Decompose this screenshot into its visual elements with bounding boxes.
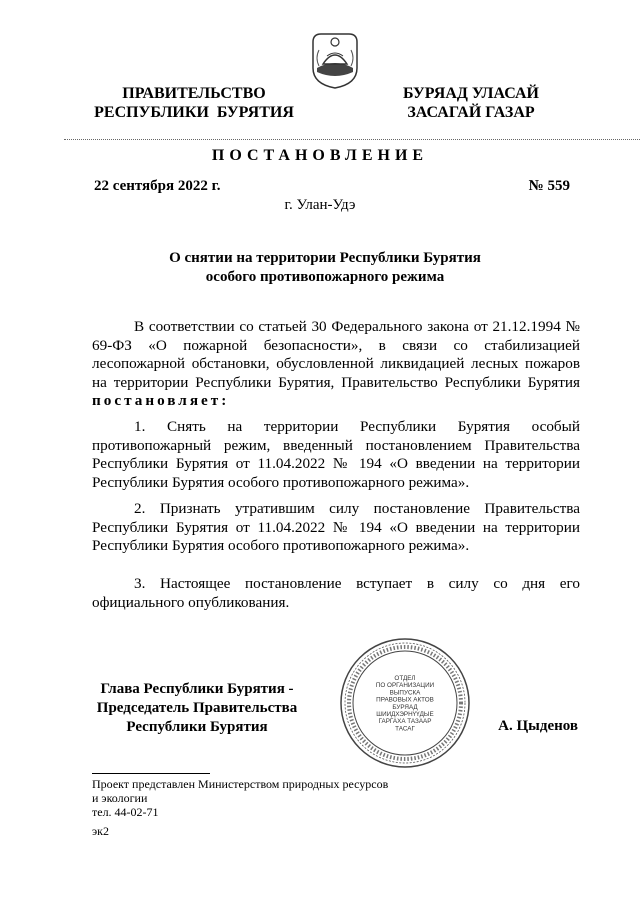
government-name-line1: ПРАВИТЕЛЬСТВО bbox=[122, 85, 266, 102]
preamble-text: В соответствии со статьей 30 Федерального закона от 21.12.1994 № 69-ФЗ «О пожарной безопасности», в связи со стабилизацией лесопожарной обстановки, обусловленной ликвидацией лесных пожаров на территории Республики Бурятия, Правительство Республики Бурятия bbox=[92, 318, 580, 391]
government-name-russian bbox=[84, 84, 304, 122]
subject-line1: О снятии на территории Республики Бурятия bbox=[169, 250, 481, 266]
government-name-buryat-line1: БУРЯАД УЛАСАЙ bbox=[403, 85, 539, 102]
signatory-name: А. Цыденов bbox=[498, 718, 578, 734]
stamp-text-line: ВЫПУСКА bbox=[389, 689, 421, 697]
preamble-paragraph bbox=[92, 318, 580, 411]
subject-line2: особого противопожарного режима bbox=[205, 269, 445, 285]
header-separator bbox=[64, 139, 640, 140]
resolves-word: постановляет: bbox=[92, 392, 230, 410]
footnote-separator bbox=[92, 773, 210, 774]
document-number: № 559 bbox=[528, 178, 570, 194]
footnote bbox=[92, 777, 452, 819]
official-stamp-seal bbox=[338, 636, 472, 770]
signatory-title-line2: Председатель Правительства bbox=[96, 700, 298, 716]
stamp-text-line: ПО ОРГАНИЗАЦИИ bbox=[375, 682, 435, 690]
document-city: г. Улан-Удэ bbox=[284, 197, 356, 213]
coat-of-arms-emblem-icon bbox=[305, 28, 365, 90]
stamp-text-line: БУРЯАД bbox=[392, 703, 418, 711]
footnote-line1: Проект представлен Министерством природных ресурсов bbox=[92, 777, 389, 791]
clause-3-paragraph: 3. Настоящее постановление вступает в силу со дня его официального опубликования. bbox=[92, 575, 580, 611]
document-subject bbox=[120, 249, 530, 287]
signatory-title bbox=[94, 680, 300, 737]
clause-1-paragraph: 1. Снять на территории Республики Бурятия особый противопожарный режим, введенный постановлением Правительства Республики Бурятия от 11.04.2022 № 194 «О введении на территории Республики Бурятия особого противопожарного режима». bbox=[92, 418, 580, 491]
government-name-buryat bbox=[386, 84, 556, 122]
government-name-buryat-line2: ЗАСАГАЙ ГАЗАР bbox=[407, 104, 535, 121]
footnote-phone: тел. 44-02-71 bbox=[92, 805, 159, 819]
signatory-title-line3: Республики Бурятия bbox=[126, 719, 268, 735]
stamp-text-line: ОТДЕЛ bbox=[394, 675, 416, 682]
clause-2-paragraph: 2. Признать утратившим силу постановление Правительства Республики Бурятия от 11.04.2022 № 194 «О введении на территории Республики Бурятия особого противопожарного режима». bbox=[92, 500, 580, 555]
document-code: эк2 bbox=[92, 824, 109, 838]
footnote-line2: и экологии bbox=[92, 791, 148, 805]
document-type-title: ПОСТАНОВЛЕНИЕ bbox=[211, 147, 429, 164]
government-name-line2: РЕСПУБЛИКИ БУРЯТИЯ bbox=[94, 104, 294, 121]
stamp-text-line: ГАРГАХА ТАЗААР bbox=[378, 718, 432, 726]
stamp-text-line: ПРАВОВЫХ АКТОВ bbox=[376, 696, 434, 704]
signatory-title-line1: Глава Республики Бурятия - bbox=[100, 681, 294, 697]
stamp-text-line: ШИИДХЭРНҮҮДЫЕ bbox=[376, 711, 434, 718]
document-date: 22 сентября 2022 г. bbox=[94, 178, 221, 194]
stamp-text-line: ТАСАГ bbox=[395, 725, 415, 733]
